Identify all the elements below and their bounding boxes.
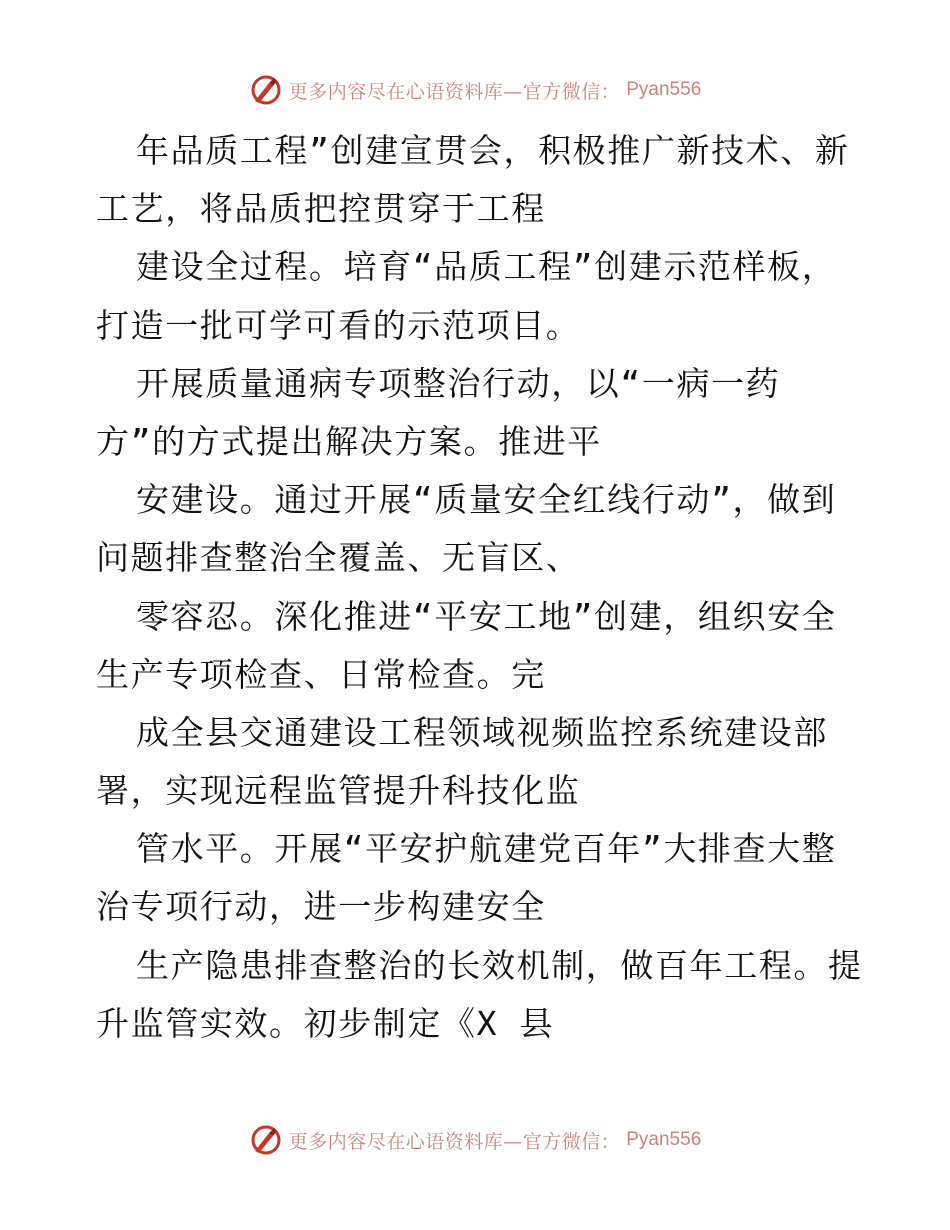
- text-line: 署，实现远程监管提升科技化监: [96, 771, 581, 811]
- text-line: 升监管实效。初步制定《X 县: [96, 1003, 555, 1043]
- text-line: 开展质量通病专项整治行动，以“一病一药: [136, 363, 781, 403]
- text-line: 零容忍。深化推进“平安工地”创建，组织安全: [136, 596, 837, 636]
- text-line: 年品质工程”创建宣贯会，积极推广新技术、新: [136, 131, 850, 170]
- text-line: 管水平。开展“平安护航建党百年”大排查大整: [136, 829, 837, 869]
- watermark-text: 更多内容尽在心语资料库—官方微信：: [288, 80, 621, 103]
- pen-logo-icon: [249, 73, 283, 107]
- text-line: 建设全过程。培育“品质工程”创建示范样板，: [136, 247, 837, 287]
- pen-logo-icon: [249, 1123, 283, 1157]
- text-line: 工艺，将品质把控贯穿于工程: [96, 189, 546, 229]
- text-line: 治专项行动，进一步构建安全: [96, 887, 546, 927]
- watermark-wechat-id: Pyan556: [626, 1129, 702, 1150]
- text-line: 成全县交通建设工程领域视频监控系统建设部: [136, 712, 828, 752]
- body-text: [96, 122, 863, 1053]
- text-line: 方”的方式提出解决方案。推进平: [96, 421, 602, 461]
- watermark-text: 更多内容尽在心语资料库—官方微信：: [288, 1130, 621, 1153]
- text-line: 生产专项检查、日常检查。完: [96, 654, 546, 694]
- text-line: 打造一批可学可看的示范项目。: [96, 305, 581, 345]
- text-line: 问题排查整治全覆盖、无盲区、: [96, 538, 581, 578]
- footer-watermark: [0, 1120, 950, 1160]
- watermark-wechat-id: Pyan556: [626, 79, 702, 100]
- text-line: 生产隐患排查整治的长效机制，做百年工程。提: [136, 945, 863, 985]
- text-line: 安建设。通过开展“质量安全红线行动”，做到: [136, 480, 837, 520]
- header-watermark: [0, 70, 950, 110]
